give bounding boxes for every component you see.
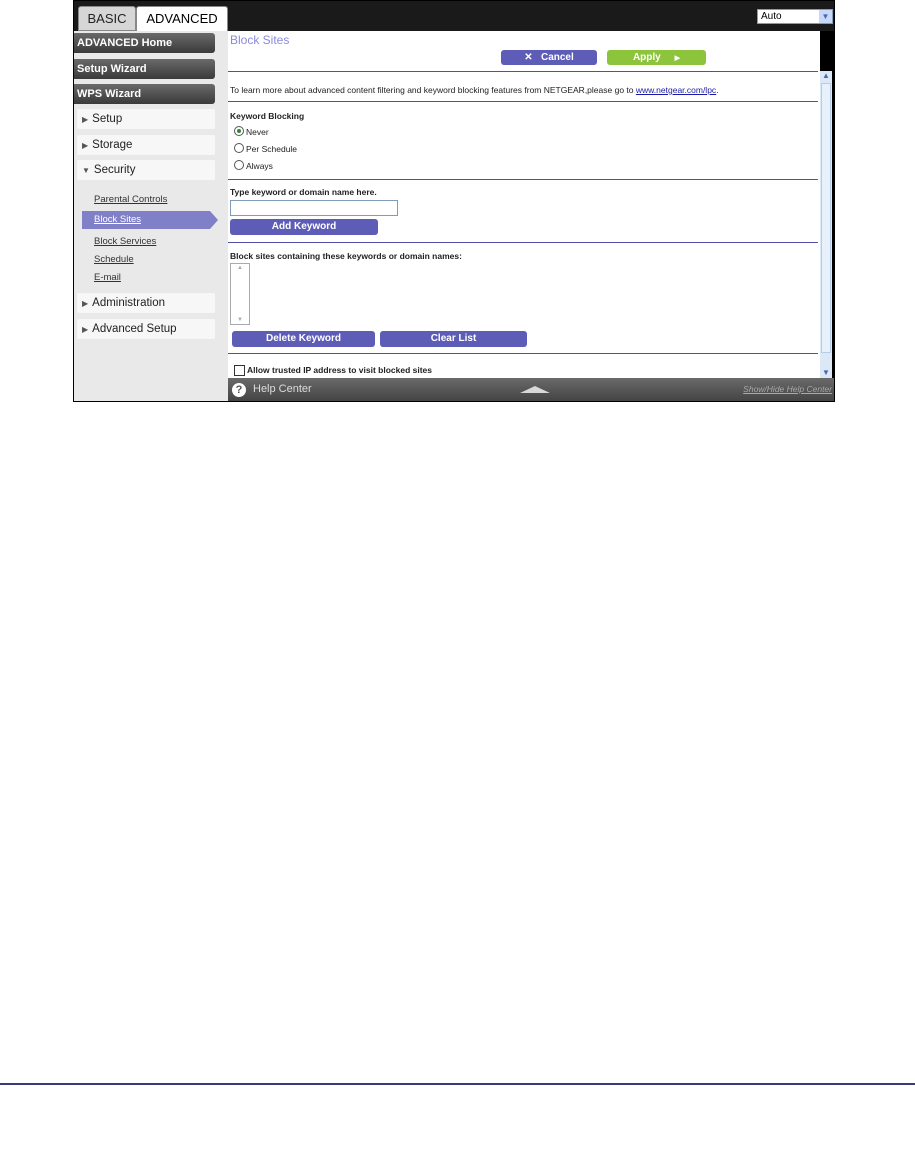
blocked-keywords-list[interactable] xyxy=(230,263,250,325)
keyword-input[interactable] xyxy=(230,200,398,216)
scroll-down-icon[interactable]: ▼ xyxy=(822,368,830,377)
netgear-lpc-link[interactable]: www.netgear.com/lpc xyxy=(635,85,717,95)
sidebar-item-administration[interactable] xyxy=(77,293,215,313)
content-scrollbar[interactable] xyxy=(820,71,832,378)
intro-text-end: . xyxy=(716,85,719,95)
tab-advanced[interactable]: ADVANCED xyxy=(136,6,228,31)
divider xyxy=(228,242,818,243)
sidebar-item-setup[interactable] xyxy=(77,109,215,129)
caret-down-icon: ▼ xyxy=(82,166,90,175)
intro-text-body: To learn more about advanced content filtering and keyword blocking features from NETGEAR,please go to xyxy=(230,85,636,95)
close-icon: ✕ xyxy=(524,52,533,63)
intro-text xyxy=(230,85,719,95)
sidebar-item-advanced-setup[interactable] xyxy=(77,319,215,339)
delete-keyword-button[interactable]: Delete Keyword xyxy=(232,331,375,347)
sidebar-item-security[interactable] xyxy=(77,160,215,180)
main-content xyxy=(228,31,820,378)
sidebar-item-label: Setup xyxy=(92,113,123,125)
radio-per-schedule[interactable] xyxy=(234,143,297,154)
trusted-ip-label: Allow trusted IP address to visit blocked sites xyxy=(247,365,433,375)
scroll-down-icon[interactable]: ▼ xyxy=(237,317,243,323)
divider xyxy=(228,179,818,180)
type-keyword-label: Type keyword or domain name here. xyxy=(230,187,377,197)
sidebar-setup-wizard[interactable]: Setup Wizard xyxy=(74,59,215,79)
radio-never[interactable] xyxy=(234,126,269,137)
sidebar-wps-wizard[interactable]: WPS Wizard xyxy=(74,84,215,104)
trusted-ip-checkbox[interactable] xyxy=(234,365,245,376)
radio-always[interactable] xyxy=(234,160,273,171)
apply-button[interactable] xyxy=(607,50,706,65)
sidebar-advanced-home[interactable]: ADVANCED Home xyxy=(74,33,215,53)
sidebar-item-label: Storage xyxy=(92,139,133,151)
sidebar-item-storage[interactable] xyxy=(77,135,215,155)
page-footer-rule xyxy=(0,1083,915,1085)
radio-button-checked[interactable] xyxy=(234,126,244,136)
help-icon[interactable]: ? xyxy=(232,383,246,397)
scroll-up-icon[interactable]: ▲ xyxy=(822,71,830,80)
show-hide-help-link[interactable]: Show/Hide Help Center xyxy=(743,384,832,394)
add-keyword-button[interactable]: Add Keyword xyxy=(230,219,378,235)
divider xyxy=(228,353,818,354)
radio-button[interactable] xyxy=(234,160,244,170)
sidebar-sub-block-sites[interactable]: Block Sites xyxy=(82,211,210,229)
sidebar-sub-block-services[interactable]: Block Services xyxy=(94,236,157,247)
keyword-blocking-label: Keyword Blocking xyxy=(230,111,305,121)
radio-label: Per Schedule xyxy=(246,144,298,154)
page-title: Block Sites xyxy=(230,33,290,47)
top-bar xyxy=(74,1,834,31)
clear-list-button[interactable]: Clear List xyxy=(380,331,527,347)
radio-label: Never xyxy=(246,127,269,137)
radio-label: Always xyxy=(246,161,273,171)
expand-up-icon[interactable] xyxy=(520,386,550,393)
sidebar-item-label: Administration xyxy=(92,297,166,309)
tab-basic[interactable]: BASIC xyxy=(78,6,136,31)
block-list-label: Block sites containing these keywords or domain names: xyxy=(230,251,462,261)
chevron-down-icon: ▼ xyxy=(819,10,832,23)
apply-button-label: Apply xyxy=(632,52,661,63)
scrollbar-thumb[interactable] xyxy=(821,83,831,353)
caret-right-icon: ▶ xyxy=(82,325,89,334)
caret-right-icon: ▶ xyxy=(82,115,89,124)
caret-right-icon: ▶ xyxy=(82,299,89,308)
language-select-value: Auto xyxy=(761,11,782,22)
sidebar-sub-email[interactable]: E-mail xyxy=(94,272,121,283)
sidebar-item-label: Security xyxy=(93,164,136,176)
router-admin-screenshot xyxy=(73,0,835,402)
radio-button[interactable] xyxy=(234,143,244,153)
divider xyxy=(228,101,818,102)
cancel-button-label: Cancel xyxy=(540,52,574,63)
sidebar-sub-schedule[interactable]: Schedule xyxy=(94,254,134,265)
sidebar-item-label: Advanced Setup xyxy=(92,323,177,335)
language-select[interactable] xyxy=(757,9,833,24)
caret-right-icon: ▶ xyxy=(82,141,89,150)
scroll-up-icon[interactable]: ▲ xyxy=(237,265,243,271)
help-center-label[interactable]: Help Center xyxy=(253,383,312,395)
cancel-button[interactable] xyxy=(501,50,597,65)
sidebar xyxy=(74,31,228,401)
sidebar-sub-parental-controls[interactable]: Parental Controls xyxy=(94,194,168,205)
divider xyxy=(228,71,818,72)
arrow-right-icon: ▶ xyxy=(674,55,681,62)
help-center-bar xyxy=(228,378,834,401)
